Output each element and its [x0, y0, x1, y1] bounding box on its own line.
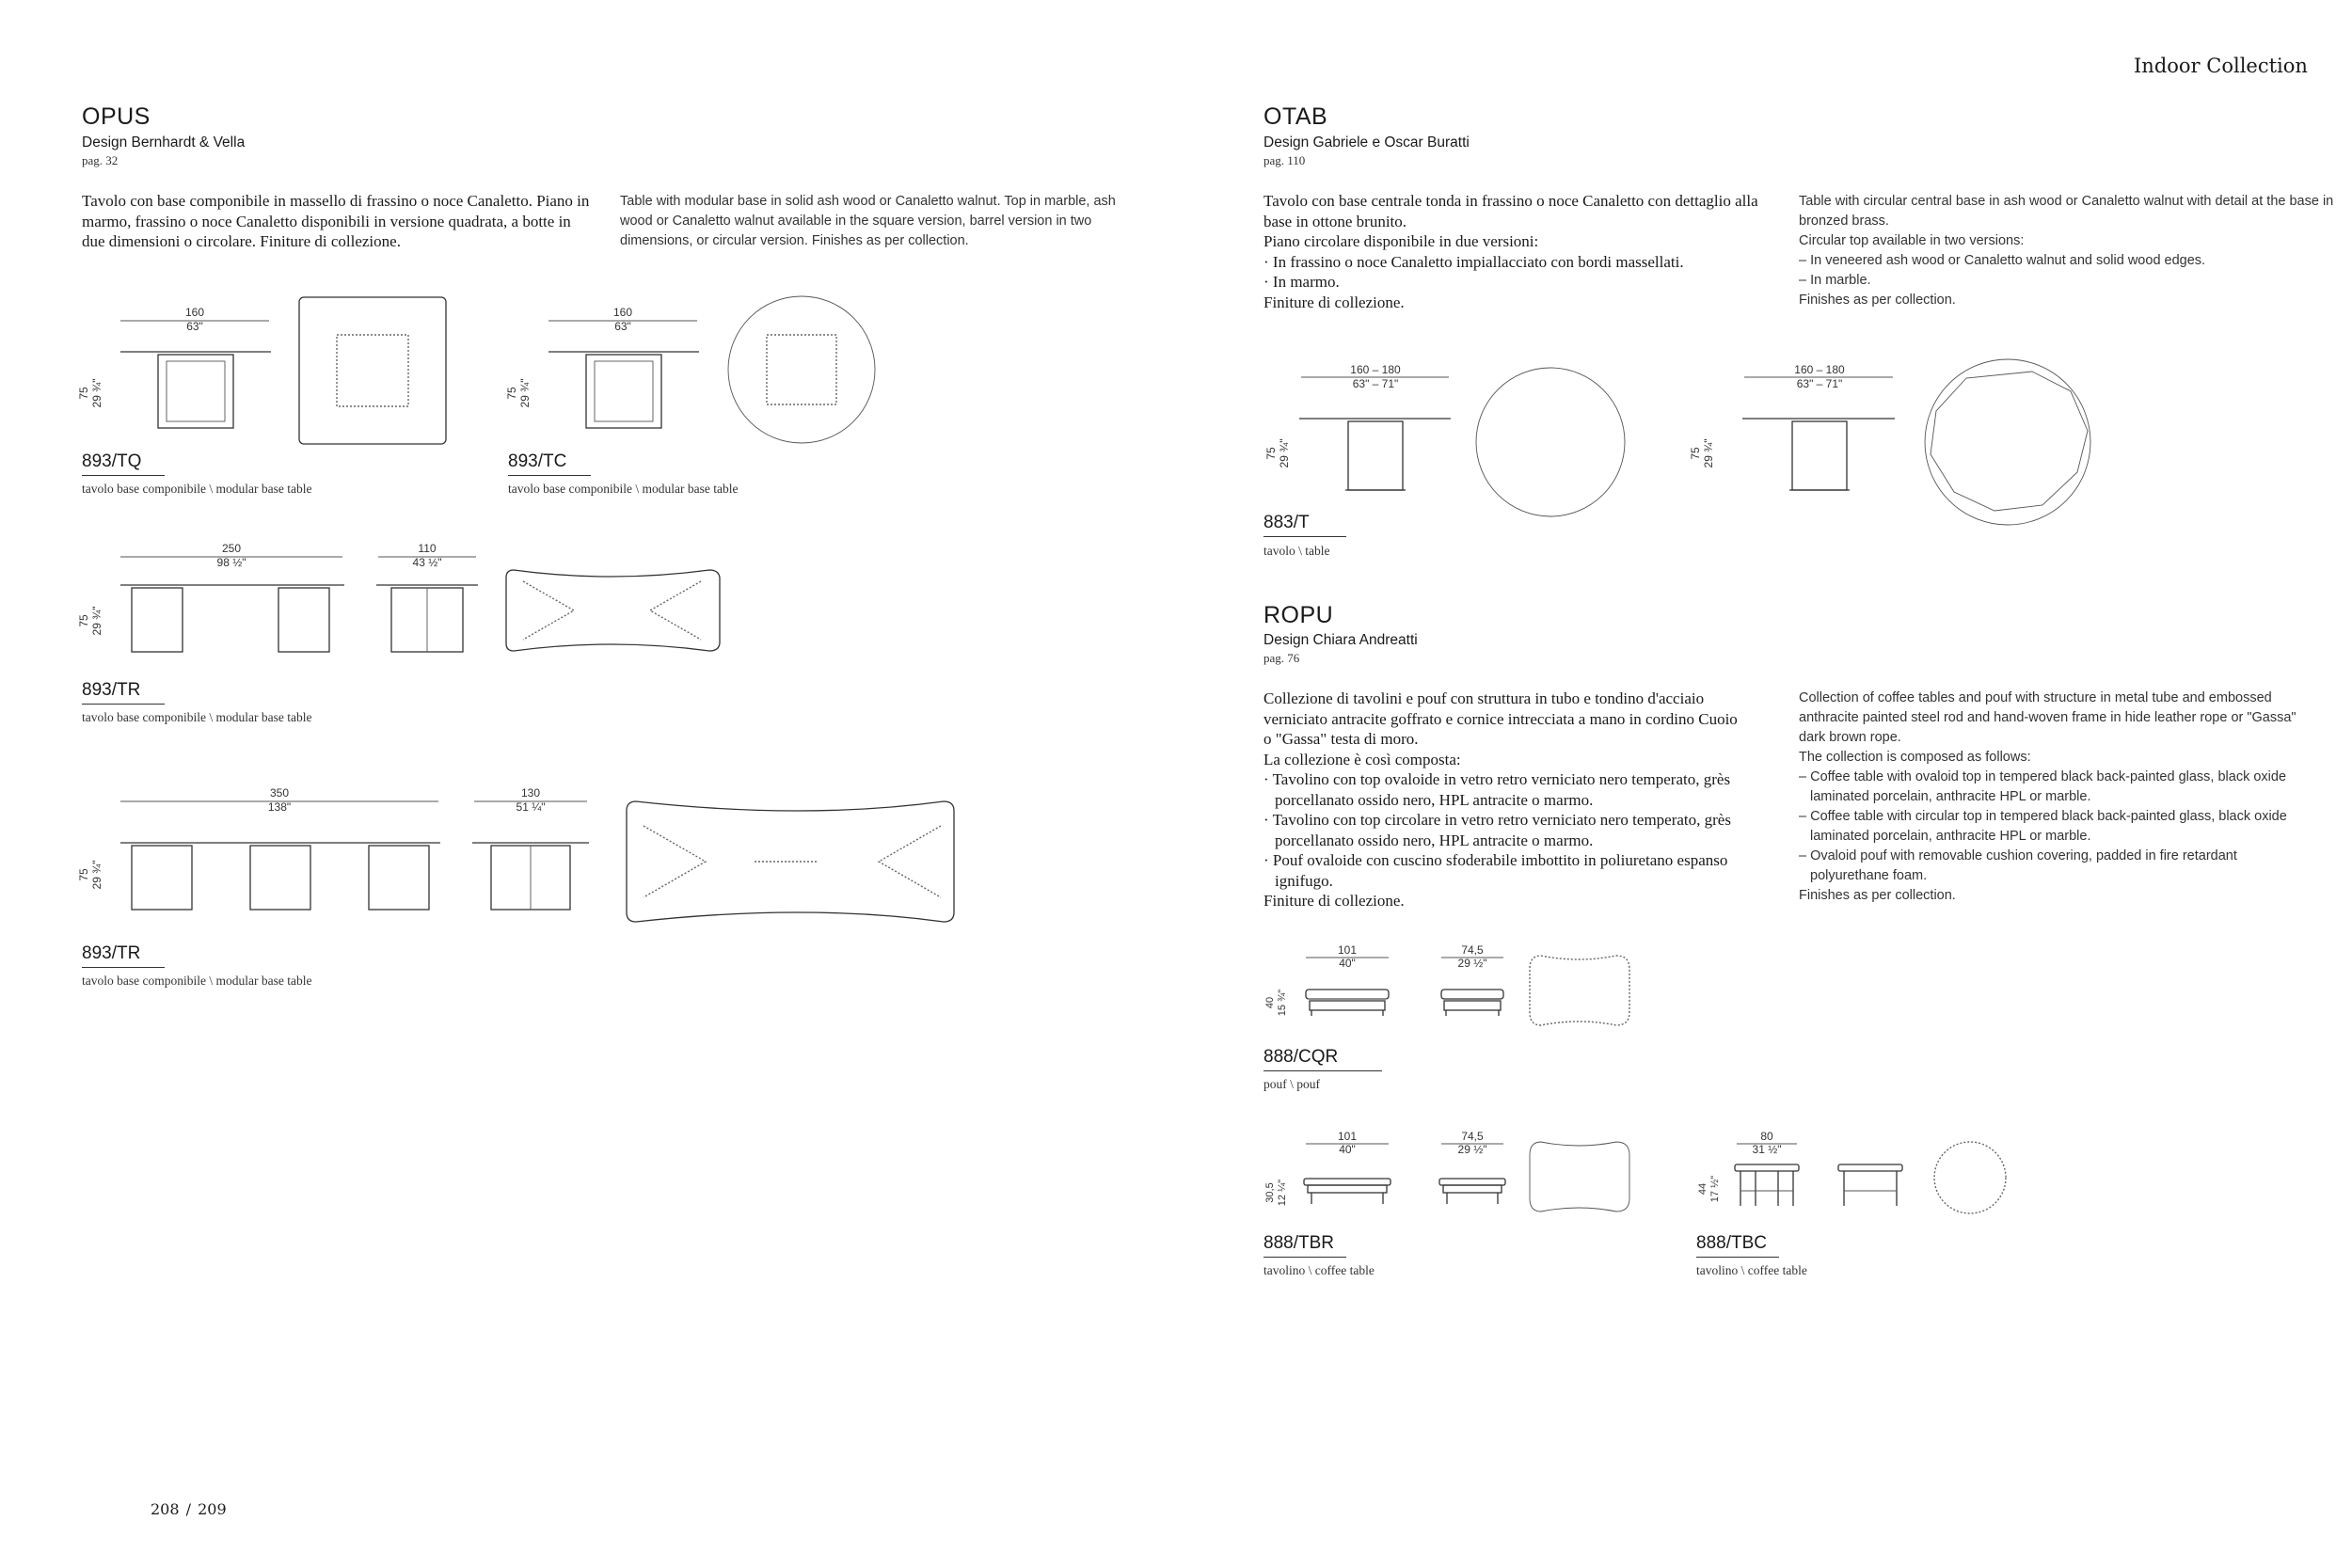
dim-depth-in: 29 ½"	[1457, 957, 1487, 970]
product-caption: tavolo base componibile \ modular base table	[508, 482, 739, 496]
text-line: Table with circular central base in ash wood or Canaletto walnut with detail at the base in bronzed brass.	[1799, 194, 2334, 229]
plan-base-outline	[650, 581, 701, 640]
collection-title: Indoor Collection	[2134, 55, 2308, 77]
dim-height-cm: 75	[77, 868, 90, 881]
text-line: · Tavolino con top ovaloide in vetro retro verniciato nero temperato, grès porcellanato ossido nero, HPL antracite o marmo.	[1263, 770, 1731, 809]
text-line: Collezione di tavolini e pouf con struttura in tubo e tondino d'acciaio verniciato antracite goffrato e cornice intrecciata a mano in cordino Cuoio o "Gassa" testa di moro.	[1263, 689, 1738, 748]
product-caption: tavolo base componibile \ modular base table	[82, 482, 312, 496]
dim-width-cm: 80	[1760, 1130, 1773, 1143]
product-caption: pouf \ pouf	[1263, 1077, 1320, 1091]
dim-height-in: 29 ¾"	[90, 606, 103, 636]
page-ref-otab: pag. 110	[1263, 153, 1306, 167]
table-leg	[369, 846, 429, 910]
designer-ropu: Design Chiara Andreatti	[1263, 632, 1418, 648]
page-numbers: 208 / 209	[151, 1500, 227, 1518]
table-base	[158, 355, 233, 428]
italian-description-otab	[1263, 191, 1767, 312]
dim-width-in: 63"	[186, 320, 203, 333]
product-caption: tavolo \ table	[1263, 544, 1330, 558]
text-line: · In marmo.	[1263, 273, 1340, 291]
dim-width: 160 – 180	[1350, 363, 1401, 376]
table-top-side	[1439, 1179, 1505, 1185]
dim-height-cm: 75	[77, 387, 90, 400]
dim-height-in: 29 ¾"	[90, 378, 103, 408]
table-column-base	[1792, 421, 1847, 490]
text-line: · Pouf ovaloide con cuscino sfoderabile imbottito in poliuretano espanso ignifugo.	[1263, 851, 1728, 890]
text-line: · In frassino o noce Canaletto impiallacciato con bordi massellati.	[1263, 252, 1684, 271]
pouf-cushion-side	[1441, 990, 1503, 999]
text-line: Tavolo con base centrale tonda in frassino o noce Canaletto con dettaglio alla base in ottone brunito.	[1263, 192, 1758, 230]
plan-round-top	[1934, 1142, 2006, 1213]
drawing-893-tr-350	[75, 781, 960, 931]
plan-base-outline	[767, 335, 836, 404]
plan-base-outline	[337, 335, 408, 406]
dim-width-cm: 350	[269, 786, 290, 800]
table-leg	[278, 588, 329, 652]
text-line: · Tavolino con top circolare in vetro retro verniciato nero temperato, grès porcellanato ossido nero, HPL antracite o marmo.	[1263, 811, 1731, 849]
table-leg	[250, 846, 310, 910]
text-line: – In veneered ash wood or Canaletto walnut and solid wood edges.	[1799, 253, 2206, 268]
dim-height-cm: 30,5	[1264, 1182, 1276, 1203]
drawing-888-cqr	[1261, 941, 1656, 1044]
dim-depth-in: 29 ½"	[1457, 1143, 1487, 1156]
table-base	[586, 355, 661, 428]
dim-width-in: 31 ½"	[1752, 1143, 1782, 1156]
plan-ovaloid-top	[1530, 956, 1629, 1025]
plan-square-top	[299, 297, 446, 444]
dim-height-in: 29 ¾"	[90, 860, 103, 890]
dim-width: 160 – 180	[1794, 363, 1845, 376]
dim-width-cm: 160	[184, 306, 205, 319]
dim-height-cm: 75	[505, 387, 518, 400]
text-line: Finiture di collezione.	[1263, 892, 1405, 910]
product-code-893-tq: 893/TQ	[82, 451, 165, 476]
plan-round-top	[1925, 359, 2090, 525]
italian-description-opus: Tavolo con base componibile in massello di frassino o noce Canaletto. Piano in marmo, frassino o noce Canaletto disponibili in versione quadrata, a botte in due dimensioni o circolare. Finiture di collezione.	[82, 192, 590, 250]
product-code-893-tc: 893/TC	[508, 451, 591, 476]
dim-width-in: 63"	[614, 320, 631, 333]
drawing-893-tc	[503, 292, 880, 451]
product-code-893-tr: 893/TR	[82, 943, 165, 968]
english-description-ropu	[1799, 689, 2312, 906]
text-line: The collection is composed as follows:	[1799, 750, 2031, 765]
product-caption: tavolino \ coffee table	[1263, 1263, 1375, 1277]
dim-height-cm: 75	[1689, 447, 1702, 460]
dim-width-in: 98 ½"	[216, 556, 246, 569]
text-line: Piano circolare disponibile in due versioni:	[1263, 232, 1539, 250]
plan-decagon-edge	[1931, 372, 2088, 511]
drawing-883-t	[1261, 357, 2201, 527]
dim-width-in: 138"	[267, 800, 292, 814]
drawing-893-tq	[75, 292, 452, 451]
product-code-893-tr: 893/TR	[82, 680, 165, 705]
table-leg	[132, 588, 183, 652]
product-title-ropu: ROPU	[1263, 602, 1334, 628]
product-caption: tavolo base componibile \ modular base table	[82, 710, 312, 724]
text-line: – Coffee table with circular top in tempered black back-painted glass, black oxide laminated porcelain, anthracite HPL or marble.	[1799, 809, 2287, 844]
dim-height-cm: 75	[1264, 447, 1278, 460]
dim-depth-cm: 130	[520, 786, 541, 800]
italian-description-ropu	[1263, 689, 1743, 911]
table-column-base	[1348, 421, 1403, 490]
dim-height-cm: 40	[1264, 996, 1276, 1009]
product-code-888-cqr: 888/CQR	[1263, 1047, 1382, 1071]
product-code-888-tbr: 888/TBR	[1263, 1233, 1346, 1258]
drawing-888-tbr	[1261, 1127, 1656, 1230]
dim-height-in: 15 ¾"	[1277, 989, 1288, 1017]
product-code-888-tbc: 888/TBC	[1696, 1233, 1779, 1258]
dim-width-cm: 250	[221, 542, 242, 555]
drawing-893-tr-250	[75, 536, 753, 677]
product-caption: tavolo base componibile \ modular base table	[82, 974, 312, 988]
text-line: – Ovaloid pouf with removable cushion covering, padded in fire retardant polyurethane foam.	[1799, 848, 2237, 883]
product-title-opus: OPUS	[82, 103, 151, 130]
dim-depth-in: 43 ½"	[412, 556, 442, 569]
page-ref-ropu: pag. 76	[1263, 651, 1300, 665]
dim-width-in: 40"	[1339, 1143, 1356, 1156]
table-leg	[132, 846, 192, 910]
dim-height-cm: 44	[1697, 1182, 1708, 1196]
text-line: Finishes as per collection.	[1799, 888, 1956, 903]
plan-ovaloid-top	[1530, 1142, 1629, 1212]
dim-depth-cm: 74,5	[1461, 1130, 1484, 1143]
dim-height-in: 29 ¾"	[518, 378, 532, 408]
dim-width-in: 63" – 71"	[1352, 377, 1399, 390]
dim-height-in: 29 ¾"	[1278, 438, 1291, 468]
text-line: Finishes as per collection.	[1799, 293, 1956, 308]
pouf-cushion	[1306, 990, 1389, 999]
text-line: Finiture di collezione.	[1263, 293, 1405, 311]
dim-height-in: 17 ½"	[1709, 1175, 1721, 1203]
text-line: – In marble.	[1799, 273, 1871, 288]
product-caption: tavolino \ coffee table	[1696, 1263, 1807, 1277]
table-top	[1735, 1164, 1799, 1171]
dim-height-cm: 75	[77, 614, 90, 627]
text-line: La collezione è così composta:	[1263, 750, 1461, 768]
plan-base-outline	[879, 826, 941, 897]
english-description-opus: Table with modular base in solid ash wood or Canaletto walnut. Top in marble, ash wood or Canaletto walnut available in the square version, barrel version in two dimensions, or circular version. Finishes as per collection.	[620, 194, 1116, 248]
dim-width-cm: 101	[1337, 943, 1358, 957]
dim-width-in: 63" – 71"	[1796, 377, 1843, 390]
designer-opus: Design Bernhardt & Vella	[82, 135, 246, 150]
text-line: – Coffee table with ovaloid top in tempered black back-painted glass, black oxide laminated porcelain, anthracite HPL or marble.	[1799, 769, 2287, 804]
dim-depth-cm: 110	[418, 542, 437, 555]
dim-height-in: 12 ¼"	[1277, 1179, 1288, 1207]
product-title-otab: OTAB	[1263, 103, 1328, 130]
table-top-side	[1838, 1164, 1902, 1171]
dim-width-cm: 101	[1337, 1130, 1358, 1143]
base-inner	[167, 361, 225, 421]
plan-round-top	[1476, 368, 1625, 516]
pouf-frame-side	[1444, 1001, 1501, 1010]
plan-base-outline	[644, 826, 706, 897]
plan-round-top	[728, 296, 875, 443]
designer-otab: Design Gabriele e Oscar Buratti	[1263, 135, 1470, 150]
text-line: Circular top available in two versions:	[1799, 233, 2025, 248]
dim-depth-in: 51 ¼"	[516, 800, 546, 814]
table-top	[1304, 1179, 1391, 1185]
dim-depth-cm: 74,5	[1461, 943, 1484, 957]
dim-height-in: 29 ¾"	[1702, 438, 1715, 468]
dim-width-in: 40"	[1339, 957, 1356, 970]
english-description-otab	[1799, 192, 2340, 310]
page-ref-opus: pag. 32	[82, 153, 119, 167]
product-code-883-t: 883/T	[1263, 513, 1346, 537]
pouf-frame	[1310, 1001, 1385, 1010]
text-line: Collection of coffee tables and pouf with structure in metal tube and embossed anthracite painted steel rod and hand-woven frame in hide leather rope or "Gassa" dark brown rope.	[1799, 690, 2296, 745]
table-frame	[1308, 1185, 1387, 1193]
table-frame-side	[1443, 1185, 1502, 1193]
plan-base-outline	[523, 581, 574, 640]
dim-width-cm: 160	[612, 306, 633, 319]
drawing-888-tbc	[1693, 1127, 2032, 1230]
plan-barrel-top	[506, 570, 720, 651]
base-inner	[595, 361, 653, 421]
